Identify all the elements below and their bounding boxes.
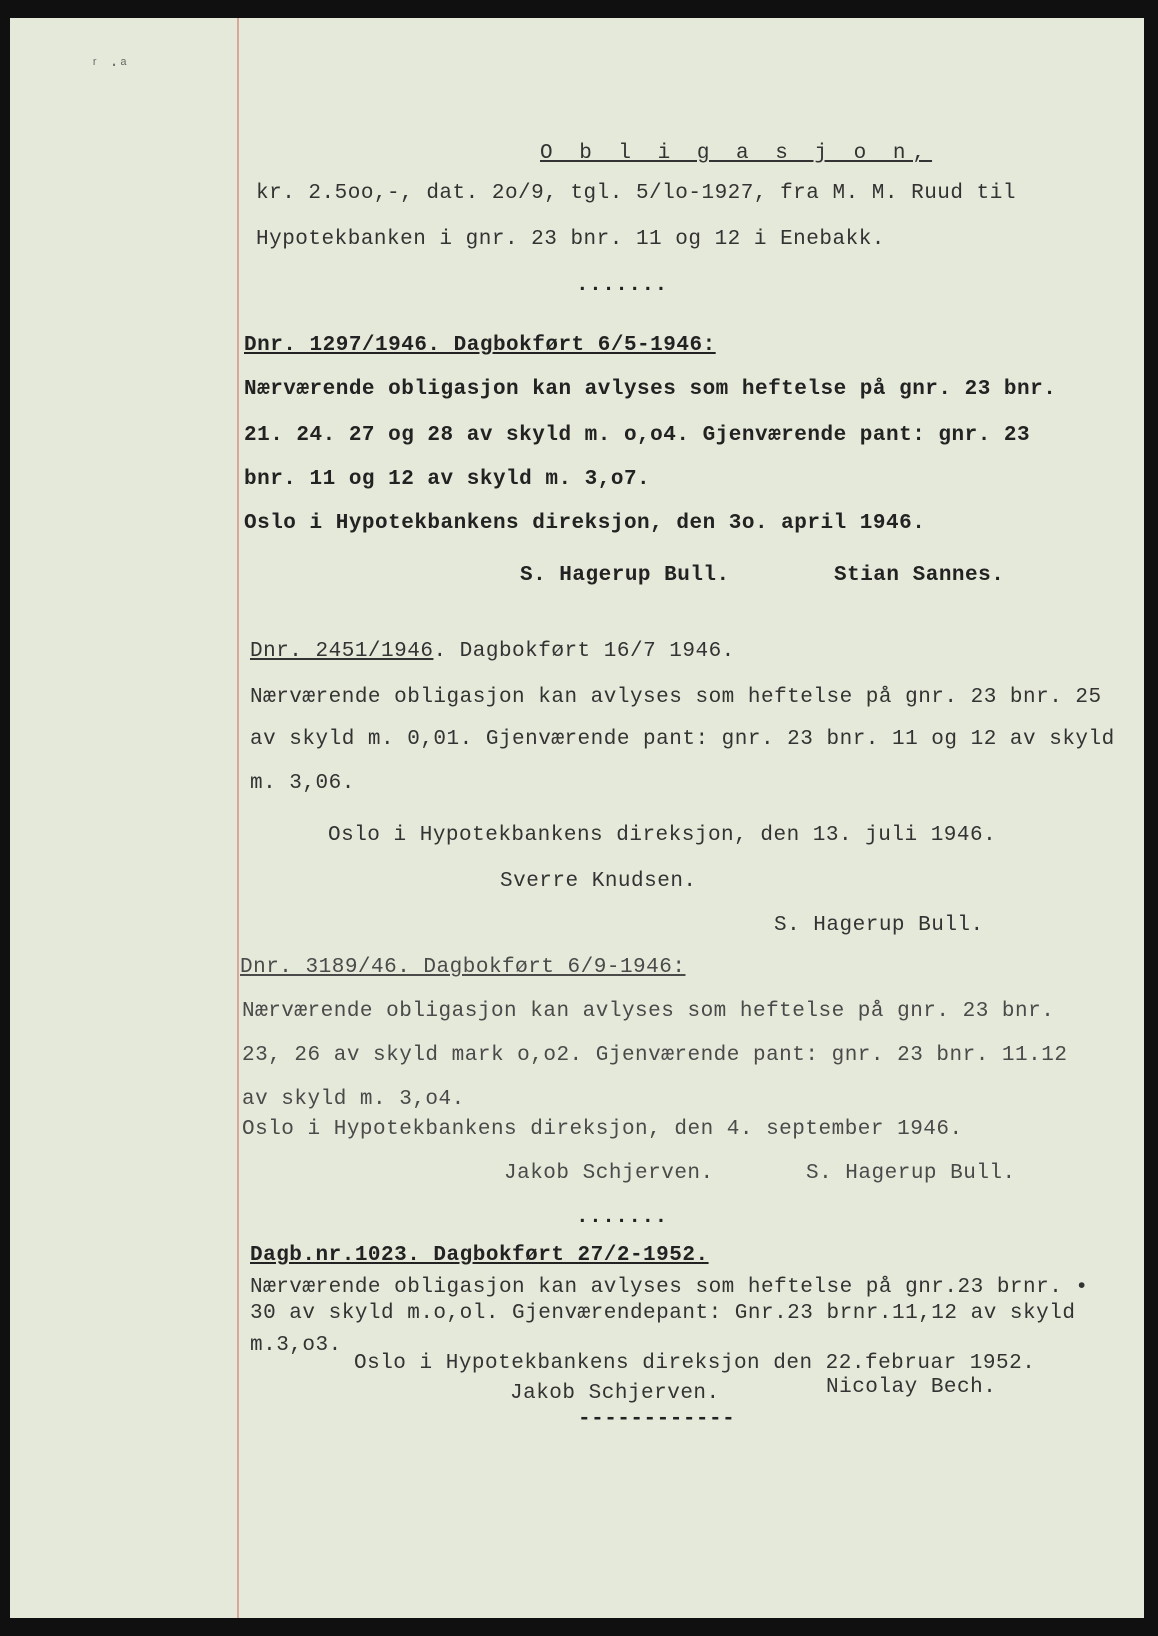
entry1-line2: Hypotekbanken i gnr. 23 bnr. 11 og 12 i Enebakk. [256, 228, 885, 251]
entry3-heading-rest: . Dagbokført 16/7 1946. [433, 640, 735, 663]
separator-dots: ....... [576, 274, 668, 297]
entry4-line2: 23, 26 av skyld mark o,o2. Gjenværende pant: gnr. 23 bnr. 11.12 [242, 1044, 1068, 1067]
entry4-line3: av skyld m. 3,o4. [242, 1088, 465, 1111]
entry2-line1: Nærværende obligasjon kan avlyses som heftelse på gnr. 23 bnr. [244, 378, 1057, 401]
entry1-line1: kr. 2.5oo,-, dat. 2o/9, tgl. 5/lo-1927, fra M. M. Ruud til [256, 182, 1016, 205]
entry5-heading: Dagb.nr.1023. Dagbokført 27/2-1952. [250, 1244, 709, 1267]
end-rule: ------------ [578, 1408, 736, 1431]
entry2-heading: Dnr. 1297/1946. Dagbokført 6/5-1946: [244, 334, 716, 357]
entry4-signature1: Jakob Schjerven. [504, 1162, 714, 1185]
document-title: O b l i g a s j o n, [540, 142, 933, 165]
entry4-line4: Oslo i Hypotekbankens direksjon, den 4. september 1946. [242, 1118, 963, 1141]
entry3-line1: Nærværende obligasjon kan avlyses som heftelse på gnr. 23 bnr. 25 [250, 686, 1102, 709]
entry2-line4: Oslo i Hypotekbankens direksjon, den 3o. april 1946. [244, 512, 926, 535]
entry5-signature2: Nicolay Bech. [826, 1376, 997, 1399]
entry3-heading-number: Dnr. 2451/1946 [250, 640, 434, 663]
corner-mark: ʳ ·ᵃ [90, 56, 129, 74]
entry5-line3: m.3,o3. [250, 1334, 342, 1357]
entry5-line4: Oslo i Hypotekbankens direksjon den 22.februar 1952. [354, 1352, 1036, 1375]
entry2-line2: 21. 24. 27 og 28 av skyld m. o,o4. Gjenværende pant: gnr. 23 [244, 424, 1031, 447]
entry2-line3: bnr. 11 og 12 av skyld m. 3,o7. [244, 468, 651, 491]
entry4-signature2: S. Hagerup Bull. [806, 1162, 1016, 1185]
entry2-signature2: Stian Sannes. [834, 564, 1005, 587]
entry5-signature1: Jakob Schjerven. [510, 1382, 720, 1405]
entry3-signature2: S. Hagerup Bull. [774, 914, 984, 937]
entry3-signature1: Sverre Knudsen. [500, 870, 697, 893]
entry3-line3: m. 3,06. [250, 772, 355, 795]
separator-dots-2: ....... [576, 1206, 668, 1229]
entry3-line2: av skyld m. 0,01. Gjenværende pant: gnr. 23 bnr. 11 og 12 av skyld [250, 728, 1115, 751]
entry4-heading: Dnr. 3189/46. Dagbokført 6/9-1946: [240, 956, 686, 979]
entry5-line1: Nærværende obligasjon kan avlyses som heftelse på gnr.23 brnr. • [250, 1276, 1089, 1299]
entry2-signature1: S. Hagerup Bull. [520, 564, 730, 587]
entry3-line4: Oslo i Hypotekbankens direksjon, den 13. juli 1946. [328, 824, 997, 847]
entry4-line1: Nærværende obligasjon kan avlyses som heftelse på gnr. 23 bnr. [242, 1000, 1055, 1023]
margin-rule [237, 18, 239, 1618]
document-page [10, 18, 1144, 1618]
entry5-line2: 30 av skyld m.o,ol. Gjenværendepant: Gnr.23 brnr.11,12 av skyld [250, 1302, 1076, 1325]
